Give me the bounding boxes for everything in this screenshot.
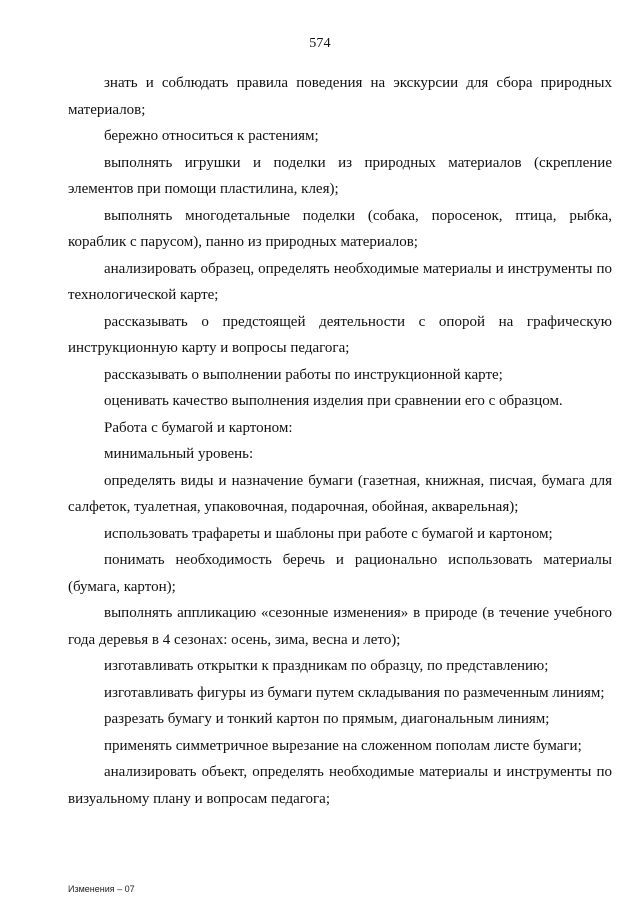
level-heading: минимальный уровень: [104, 446, 254, 462]
paragraph: применять симметричное вырезание на сложенном пополам листе бумаги; [104, 737, 582, 754]
paragraph: рассказывать о предстоящей деятельности с опорой на графическую инструкционную карту и вопросы педагога; [68, 313, 612, 356]
paragraph: понимать необходимость беречь и рационально использовать материалы (бумага, картон); [68, 552, 612, 595]
paragraph: выполнять многодетальные поделки (собака, поросенок, птица, рыбка, кораблик с парусом), панно из природных материалов; [68, 207, 612, 250]
paragraph: выполнять игрушки и поделки из природных материалов (скрепление элементов при помощи пластилина, клея); [68, 154, 612, 197]
page-number: 574 [309, 36, 331, 51]
paragraph: бережно относиться к растениям; [104, 128, 319, 144]
paragraph: оценивать качество выполнения изделия при сравнении его с образцом. [104, 393, 563, 409]
paragraph: анализировать объект, определять необходимые материалы и инструменты по визуальному плану и вопросам педагога; [68, 764, 612, 807]
paragraph: выполнять аппликацию «сезонные изменения» в природе (в течение учебного года деревья в 4 сезонах: осень, зима, весна и лето); [68, 605, 612, 648]
paragraph: анализировать образец, определять необходимые материалы и инструменты по технологической карте; [68, 260, 612, 303]
paragraph: рассказывать о выполнении работы по инструкционной карте; [104, 366, 503, 383]
paragraph: изготавливать открытки к праздникам по образцу, по представлению; [104, 658, 549, 674]
footer-revision: Изменения – 07 [68, 884, 135, 894]
paragraph: разрезать бумагу и тонкий картон по прямым, диагональным линиям; [104, 711, 550, 727]
paragraph: знать и соблюдать правила поведения на экскурсии для сбора природных материалов; [68, 75, 612, 118]
document-body [68, 70, 612, 812]
paragraph: изготавливать фигуры из бумаги путем складывания по размеченным линиям; [104, 684, 605, 701]
section-heading: Работа с бумагой и картоном: [104, 419, 293, 436]
paragraph: использовать трафареты и шаблоны при работе с бумагой и картоном; [104, 525, 553, 542]
paragraph: определять виды и назначение бумаги (газетная, книжная, писчая, бумага для салфеток, туалетная, упаковочная, подарочная, обойная, акварельная); [68, 472, 612, 515]
